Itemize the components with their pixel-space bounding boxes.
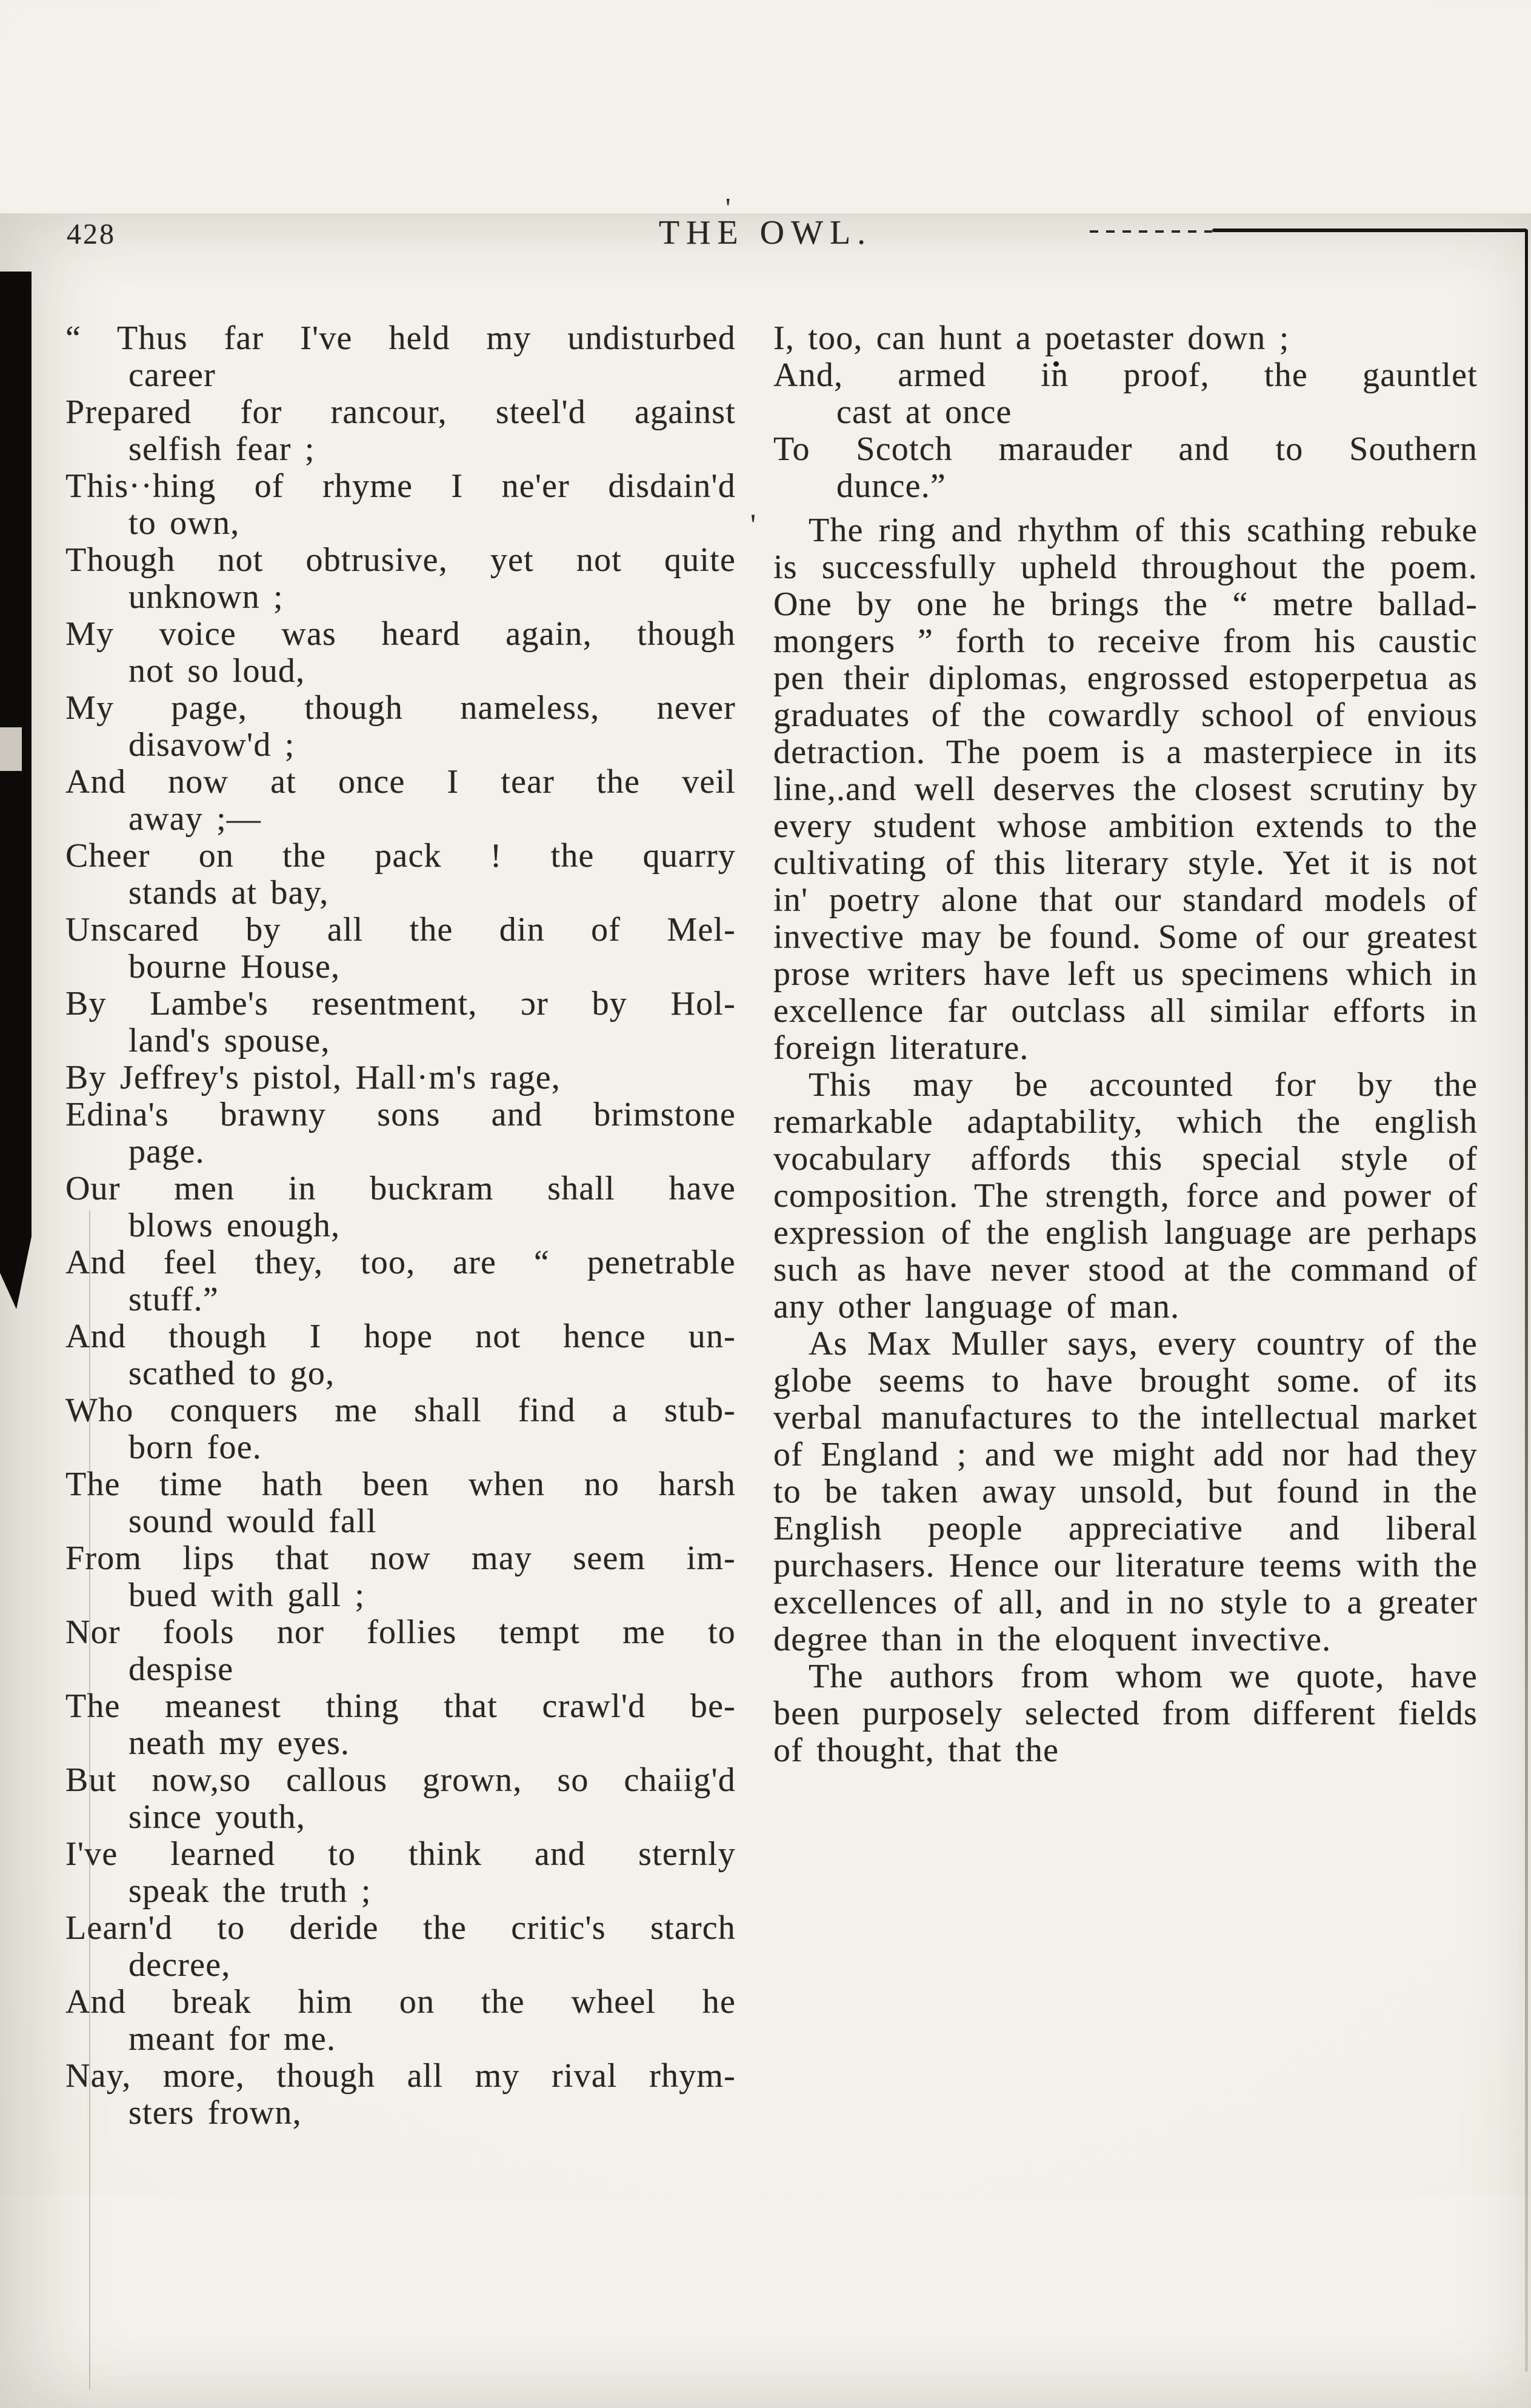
poem-line: sound would fall: [128, 1502, 377, 1540]
poem-line: dunce.”: [836, 467, 946, 505]
poem-line: Nor fools nor follies tempt me to: [65, 1613, 736, 1651]
scanned-page: [0, 192, 1531, 2132]
poem-line: And, armed in proof, the gauntlet: [773, 356, 1478, 394]
binding-shadow: [0, 272, 32, 1309]
poem-line: disavow'd ;: [128, 726, 295, 764]
poem-line: not so loud,: [128, 652, 305, 690]
poem-line: And though I hope not hence un-: [65, 1318, 736, 1355]
poem-line: To Scotch marauder and to Southern: [773, 430, 1478, 468]
poem-line: Our men in buckram shall have: [65, 1170, 736, 1207]
poem-line: The time hath been when no harsh: [65, 1466, 736, 1503]
poem-line: I've learned to think and sternly: [65, 1835, 736, 1873]
poem-line: selfish fear ;: [128, 430, 315, 468]
poem-line: unknown ;: [128, 578, 284, 616]
binding-shadow-gap: [0, 727, 22, 771]
poem-line: away ;—: [128, 800, 262, 838]
poem-line: despise: [128, 1650, 234, 1688]
print-artifact-mark: ': [725, 192, 731, 223]
poem-line: meant for me.: [128, 2020, 336, 2058]
poem-line: Prepared for rancour, steel'd against: [65, 393, 736, 431]
prose-section: [773, 512, 1478, 1769]
poem-line: Nay, more, though all my rival rhym-: [65, 2057, 736, 2095]
poem-line: to own,: [128, 504, 240, 542]
poem-line: And now at once I tear the veil: [65, 763, 736, 801]
print-artifact-mark: ': [750, 507, 756, 541]
poem-line: My page, though nameless, never: [65, 689, 736, 727]
poem-line: Who conquers me shall find a stub-: [65, 1392, 736, 1429]
poem-line: Unscared by all the din of Mel-: [65, 911, 736, 949]
poem-line: decree,: [128, 1946, 231, 1984]
poem-line: page.: [128, 1133, 205, 1170]
poem-line: This··hing of rhyme I ne'er disdain'd: [65, 467, 736, 505]
two-column-text-body: [0, 320, 1531, 2132]
poem-line: bued with gall ;: [128, 1576, 365, 1614]
paragraph: This may be accounted for by the remarkable adaptability, which the english vocabulary affords this special style of composition. The strength, force and power of expression of the english language are perhaps such as have never stood at the command of any other language of man.: [773, 1066, 1478, 1326]
paragraph: The ring and rhythm of this scathing rebuke is successfully upheld throughout the poem. One by one he brings the “ metre ballad-mongers ” forth to receive from his caustic pen their diplomas, engrossed estoperpetua as graduates of the cowardly school of envious detraction. The poem is a masterpiece in its line,.and well deserves the closest scrutiny by every student whose ambition extends to the cultivating of this literary style. Yet it is not in' poetry alone that our standard models of invective may be found. Some of our greatest prose writers have left us specimens which in excellence far outclass all similar efforts in foreign literature.: [773, 512, 1478, 1067]
poem-line: career: [128, 356, 216, 394]
poem-line: Cheer on the pack ! the quarry: [65, 837, 736, 875]
poem-line: Learn'd to deride the critic's starch: [65, 1909, 736, 1947]
page-number: 428: [67, 218, 116, 250]
poem-line: land's spouse,: [128, 1022, 330, 1059]
poem-line: speak the truth ;: [128, 1872, 372, 1910]
left-crease-line: [89, 1210, 90, 2389]
poem-line: neath my eyes.: [128, 1724, 350, 1762]
poem-line: And feel they, too, are “ penetrable: [65, 1244, 736, 1281]
poem-left-column: [65, 320, 736, 2132]
poem-line: scathed to go,: [128, 1355, 335, 1392]
right-edge-line: [1525, 230, 1528, 2372]
paragraph: As Max Muller says, every country of the globe seems to have brought some. of its verbal manufactures to the intellectual market of England ; and we might add nor had they to be taken away unsold, but found in the English people appreciative and liberal purchasers. Hence our literature teems with the excellences of all, and in no style to a greater degree than in the eloquent invective.: [773, 1325, 1478, 1658]
poem-line: And break him on the wheel he: [65, 1983, 736, 2021]
poem-line: By Jeffrey's pistol, Hall·m's rage,: [65, 1059, 561, 1096]
page-header: [0, 192, 1531, 252]
poem-right-column: [773, 320, 1478, 505]
poem-line: I, too, can hunt a poetaster down ;: [773, 319, 1290, 357]
right-column: [750, 319, 1478, 2132]
poem-line: since youth,: [128, 1798, 306, 1836]
poem-line: Edina's brawny sons and brimstone: [65, 1096, 736, 1133]
poem-line: born foe.: [128, 1429, 262, 1466]
poem-line: sters frown,: [128, 2094, 302, 2132]
poem-line: My voice was heard again, though: [65, 615, 736, 653]
left-column: [65, 320, 736, 2132]
poem-line: By Lambe's resentment, ɔr by Hol-: [65, 985, 736, 1022]
page-title: THE OWL.: [658, 214, 873, 252]
paragraph: The authors from whom we quote, have been purposely selected from different fields of thought, that the: [773, 1658, 1478, 1769]
poem-line: Though not obtrusive, yet not quite: [65, 541, 736, 579]
poem-line: But now,so callous grown, so chaiig'd: [65, 1761, 736, 1799]
poem-line: stuff.”: [128, 1281, 219, 1318]
poem-line: blows enough,: [128, 1207, 341, 1244]
poem-line: “ Thus far I've held my undisturbed: [65, 319, 736, 357]
poem-line: From lips that now may seem im-: [65, 1539, 736, 1577]
poem-line: The meanest thing that crawl'd be-: [65, 1687, 736, 1725]
poem-line: cast at once: [836, 393, 1012, 431]
poem-line: bourne House,: [128, 948, 341, 986]
poem-line: stands at bay,: [128, 874, 329, 912]
